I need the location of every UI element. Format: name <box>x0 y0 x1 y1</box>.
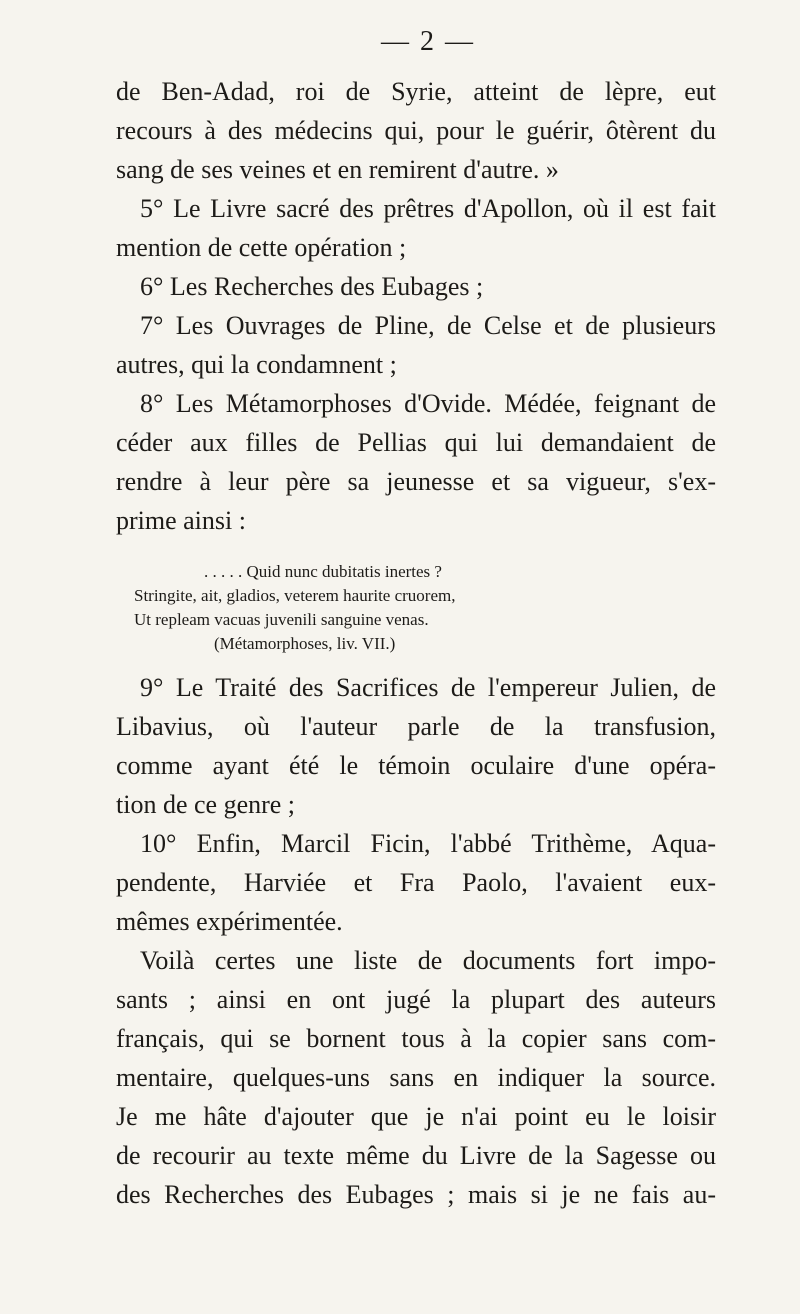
quote-line: Ut repleam vacuas juvenili sanguine venas. <box>134 610 429 629</box>
text-line: Libavius, où l'auteur parle de la transfusion, <box>116 712 716 741</box>
text-line: français, qui se bornent tous à la copier sans com- <box>116 1024 716 1053</box>
text-line: 8° Les Métamorphoses d'Ovide. Médée, feignant de <box>140 389 716 418</box>
text-line: mêmes expérimentée. <box>116 907 343 936</box>
text-line: rendre à leur père sa jeunesse et sa vigueur, s'ex- <box>116 467 716 496</box>
text-line: 7° Les Ouvrages de Pline, de Celse et de plusieurs <box>140 311 716 340</box>
text-line: autres, qui la condamnent ; <box>116 350 397 379</box>
text-line: pendente, Harviée et Fra Paolo, l'avaient eux- <box>116 868 716 897</box>
text-line: 9° Le Traité des Sacrifices de l'empereur Julien, de <box>140 673 716 702</box>
text-line: Voilà certes une liste de documents fort impo- <box>140 946 716 975</box>
text-line: prime ainsi : <box>116 506 246 535</box>
text-line: mention de cette opération ; <box>116 233 407 262</box>
quote-line: . . . . . Quid nunc dubitatis inertes ? <box>204 562 442 581</box>
text-line: comme ayant été le témoin oculaire d'une opéra- <box>116 751 716 780</box>
page-number: — 2 — <box>381 26 475 57</box>
text-line: tion de ce genre ; <box>116 790 296 819</box>
paragraph-block-2 <box>116 668 716 1214</box>
text-line: sang de ses veines et en remirent d'autre. » <box>116 155 559 184</box>
text-line: Je me hâte d'ajouter que je n'ai point eu le loisir <box>116 1102 716 1131</box>
text-line: recours à des médecins qui, pour le guérir, ôtèrent du <box>116 116 716 145</box>
text-line: 6° Les Recherches des Eubages ; <box>140 272 484 301</box>
text-line: de recourir au texte même du Livre de la Sagesse ou <box>116 1141 716 1170</box>
text-line: sants ; ainsi en ont jugé la plupart des auteurs <box>116 985 716 1014</box>
text-line: des Recherches des Eubages ; mais si je ne fais au- <box>116 1180 716 1209</box>
book-page <box>116 26 716 1214</box>
text-line: 5° Le Livre sacré des prêtres d'Apollon, où il est fait <box>140 194 716 223</box>
latin-quotation <box>134 560 654 656</box>
text-line: mentaire, quelques-uns sans en indiquer la source. <box>116 1063 716 1092</box>
quote-citation: (Métamorphoses, liv. VII.) <box>214 634 396 653</box>
text-line: de Ben-Adad, roi de Syrie, atteint de lèpre, eut <box>116 77 716 106</box>
paragraph-block-1 <box>116 72 716 540</box>
quote-line: Stringite, ait, gladios, veterem haurite cruorem, <box>134 586 456 605</box>
text-line: céder aux filles de Pellias qui lui demandaient de <box>116 428 716 457</box>
text-line: 10° Enfin, Marcil Ficin, l'abbé Trithème, Aqua- <box>140 829 716 858</box>
